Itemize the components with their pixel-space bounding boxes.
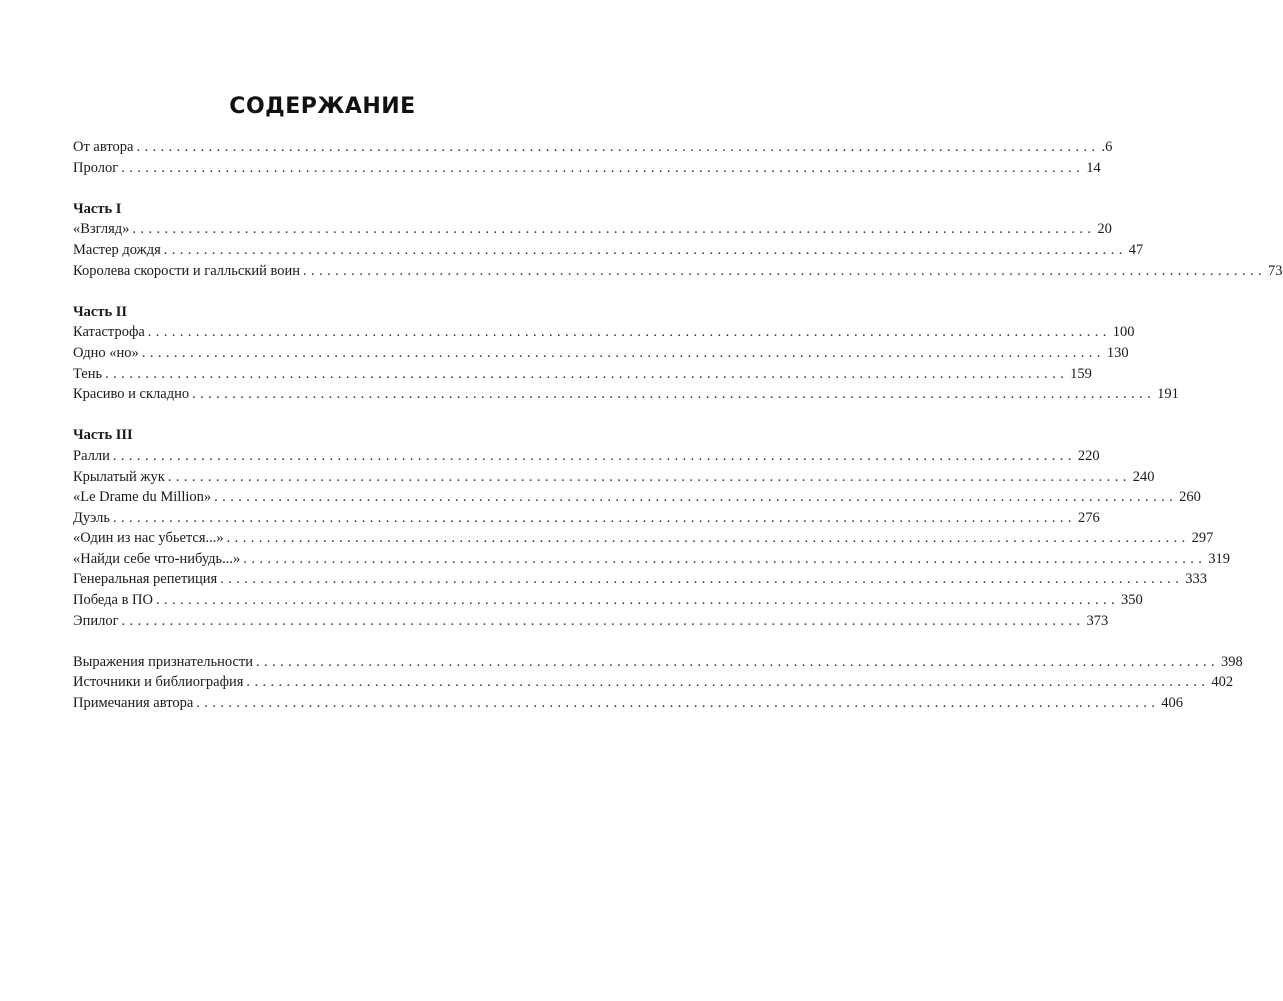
toc-entry-label: Пролог xyxy=(73,159,119,176)
toc-entry-page: 47 xyxy=(1128,241,1144,258)
toc-entry-page: 159 xyxy=(1070,365,1092,382)
toc-entry-label: Мастер дождя xyxy=(73,241,161,258)
dot-leader: ........................................................................................................................ xyxy=(256,653,1220,670)
dot-leader: ........................................................................................................................ xyxy=(136,139,1100,155)
toc-entry-page: 240 xyxy=(1132,468,1155,485)
toc-entry-label: Выражения признательности xyxy=(73,653,254,670)
part-heading: Часть III xyxy=(73,427,133,444)
toc-entry-label: Королева скорости и галльский воин xyxy=(73,262,301,279)
part-heading: Часть II xyxy=(73,303,128,320)
toc-entry-label: Источники и библиография xyxy=(73,674,244,691)
toc-entry-label: Ралли xyxy=(73,447,110,464)
toc-entry-page: 14 xyxy=(1086,159,1101,176)
toc-entry-label: «Найди себе что-нибудь...» xyxy=(73,550,241,567)
toc-entry-page: 260 xyxy=(1179,489,1201,506)
toc-entry xyxy=(73,672,1234,693)
dot-leader: ........................................................................................................................ xyxy=(112,509,1076,526)
toc-entry-label: «Один из нас убьется...» xyxy=(73,530,224,547)
section-spacer xyxy=(73,178,539,199)
dot-leader: ........................................................................................................................ xyxy=(192,386,1156,403)
toc-entry-page: 100 xyxy=(1112,324,1135,341)
table-of-contents xyxy=(73,137,1283,714)
toc-entry xyxy=(73,652,1243,673)
toc-entry xyxy=(73,693,1184,714)
toc-entry xyxy=(73,611,1109,632)
section-spacer xyxy=(73,281,539,302)
toc-entry-page: 402 xyxy=(1211,674,1234,691)
dot-leader: ........................................................................................................................ xyxy=(246,674,1210,691)
toc-entry-label: «Le Drame du Million» xyxy=(73,489,212,506)
toc-entry-label: Примечания автора xyxy=(73,695,194,712)
toc-entry-label: Дуэль xyxy=(73,509,110,526)
toc-entry xyxy=(73,487,1201,508)
toc-entry-page: 130 xyxy=(1106,344,1129,361)
toc-entry-page: 373 xyxy=(1086,612,1109,629)
toc-entry xyxy=(73,137,1113,158)
dot-leader: ........................................................................................................................ xyxy=(220,571,1184,588)
toc-entry-label: Катастрофа xyxy=(73,324,145,341)
toc-entry xyxy=(73,508,1100,529)
dot-leader: ........................................................................................................................ xyxy=(243,550,1207,567)
section-spacer xyxy=(73,405,539,426)
dot-leader: ........................................................................................................................ xyxy=(105,365,1069,382)
toc-entry-page: 73 xyxy=(1268,262,1283,279)
toc-entry-page: 319 xyxy=(1208,550,1231,567)
dot-leader: ........................................................................................................................ xyxy=(167,468,1131,485)
toc-entry-page: 191 xyxy=(1157,386,1179,403)
dot-leader: ........................................................................................................................ xyxy=(196,695,1160,712)
toc-entry xyxy=(73,384,1179,405)
toc-entry-page: 276 xyxy=(1077,509,1100,526)
toc-entry xyxy=(73,364,1092,385)
toc-entry xyxy=(73,528,1214,549)
toc-entry-label: От автора xyxy=(73,139,134,155)
dot-leader: ........................................................................................................................ xyxy=(214,489,1178,506)
dot-leader: ........................................................................................................................ xyxy=(147,324,1111,341)
toc-entry xyxy=(73,467,1155,488)
dot-leader: ........................................................................................................................ xyxy=(163,241,1127,258)
section-spacer xyxy=(73,631,539,652)
toc-entry-label: Крылатый жук xyxy=(73,468,165,485)
toc-entry xyxy=(73,322,1135,343)
toc-entry-page: 406 xyxy=(1161,695,1184,712)
toc-entry xyxy=(73,240,1144,261)
toc-entry-label: Тень xyxy=(73,365,103,382)
toc-entry-page: 398 xyxy=(1221,653,1243,670)
toc-entry xyxy=(73,549,1231,570)
dot-leader: ........................................................................................................................ xyxy=(121,612,1085,629)
toc-entry-page: 297 xyxy=(1191,530,1214,547)
toc-entry-label: «Взгляд» xyxy=(73,221,130,238)
dot-leader: ........................................................................................................................ xyxy=(226,530,1190,547)
toc-entry xyxy=(73,261,1283,282)
toc-entry xyxy=(73,158,1101,179)
dot-leader: ........................................................................................................................ xyxy=(141,344,1105,361)
toc-entry-page: 20 xyxy=(1097,221,1112,238)
dot-leader: ........................................................................................................................ xyxy=(121,159,1085,176)
toc-entry xyxy=(73,590,1143,611)
dot-leader: ........................................................................................................................ xyxy=(132,221,1096,238)
toc-entry-page: 220 xyxy=(1077,447,1100,464)
page-title: СОДЕРЖАНИЕ xyxy=(229,94,416,119)
toc-entry-page: 333 xyxy=(1185,571,1207,588)
toc-entry-page: 350 xyxy=(1121,592,1143,609)
toc-entry-label: Эпилог xyxy=(73,612,119,629)
toc-entry-label: Победа в ПО xyxy=(73,592,154,609)
toc-entry-page: .6 xyxy=(1101,139,1113,155)
dot-leader: ........................................................................................................................ xyxy=(112,447,1076,464)
toc-entry-label: Красиво и складно xyxy=(73,386,190,403)
toc-entry xyxy=(73,446,1100,467)
toc-entry xyxy=(73,569,1207,590)
dot-leader: ........................................................................................................................ xyxy=(303,262,1267,279)
part-heading: Часть I xyxy=(73,200,122,217)
toc-entry xyxy=(73,219,1112,240)
dot-leader: ........................................................................................................................ xyxy=(156,592,1120,609)
toc-entry xyxy=(73,343,1129,364)
toc-entry-label: Одно «но» xyxy=(73,344,139,361)
toc-entry-label: Генеральная репетиция xyxy=(73,571,218,588)
